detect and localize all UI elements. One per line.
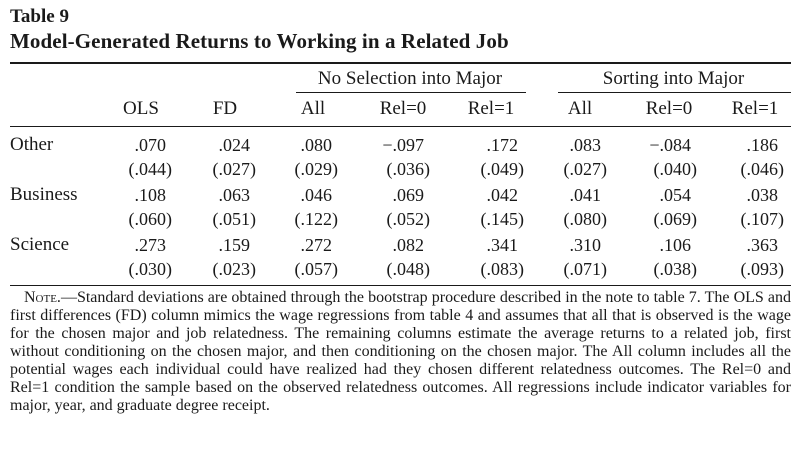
table-cell: .080 — [300, 135, 332, 155]
column-header-rel1-sorting: Rel=1 — [731, 98, 779, 119]
table-cell: (.051) — [212, 209, 256, 229]
table-cell: (.080) — [563, 209, 607, 229]
table-cell: (.030) — [128, 259, 172, 279]
table-cell: −.097 — [382, 135, 424, 155]
table-cell: (.083) — [480, 259, 524, 279]
table-cell: (.071) — [563, 259, 607, 279]
table-cell: (.145) — [480, 209, 524, 229]
table-cell: .024 — [218, 135, 250, 155]
header-rule — [10, 126, 791, 127]
row-label-science: Science — [10, 234, 70, 255]
column-header-ols: OLS — [123, 98, 159, 119]
table-label: Table 9 — [10, 6, 69, 27]
column-header-all-sorting: All — [567, 98, 593, 119]
note-text: —Standard deviations are obtained through the bootstrap procedure described in the note to table 7. The OLS and first differences (FD) column mimics the wage regressions from table 4 and assumes that all that is observed is the wage for the chosen major and job relatedness. The remaining columns estimate the average returns to a related job, first without conditioning on the chosen major, and then conditioning on the chosen major. The All column includes all the potential wages each individual could have realized had they chosen different relatedness outcomes. The Rel=0 and Rel=1 condition the sample based on the observed relatedness outcomes. All regressions include indicator variables for major, year, and graduate degree receipt. — [10, 289, 791, 414]
table-cell: (.038) — [653, 259, 697, 279]
group-underline-no-selection — [296, 92, 526, 93]
column-header-fd: FD — [212, 98, 238, 119]
table-cell: .272 — [300, 235, 332, 255]
table-cell: (.057) — [294, 259, 338, 279]
table-caption — [10, 6, 509, 54]
table-cell: −.084 — [649, 135, 691, 155]
table-note — [10, 289, 791, 415]
group-underline-sorting — [558, 92, 791, 93]
table-cell: (.036) — [386, 159, 430, 179]
table-cell: .108 — [134, 185, 166, 205]
table-title: Model-Generated Returns to Working in a Related Job — [10, 29, 509, 53]
table-cell: (.122) — [294, 209, 338, 229]
table-cell: .041 — [569, 185, 601, 205]
table-cell: (.069) — [653, 209, 697, 229]
column-header-all-noselection: All — [300, 98, 326, 119]
table-cell: (.093) — [740, 259, 784, 279]
table-cell: .063 — [218, 185, 250, 205]
note-lead: Note. — [24, 289, 61, 306]
table-cell: .341 — [486, 235, 518, 255]
top-rule — [10, 62, 791, 64]
table-cell: (.052) — [386, 209, 430, 229]
table-cell: .069 — [392, 185, 424, 205]
row-label-other: Other — [10, 134, 54, 155]
column-header-rel0-sorting: Rel=0 — [645, 98, 693, 119]
table-cell: (.040) — [653, 159, 697, 179]
table-cell: (.049) — [480, 159, 524, 179]
table-cell: .046 — [300, 185, 332, 205]
column-header-rel0-noselection: Rel=0 — [379, 98, 427, 119]
table-cell: (.048) — [386, 259, 430, 279]
table-cell: .273 — [134, 235, 166, 255]
table-cell: (.029) — [294, 159, 338, 179]
table-cell: (.044) — [128, 159, 172, 179]
row-label-business: Business — [10, 184, 78, 205]
table-cell: .106 — [659, 235, 691, 255]
column-header-rel1-noselection: Rel=1 — [467, 98, 515, 119]
table-cell: (.046) — [740, 159, 784, 179]
table-cell: .070 — [134, 135, 166, 155]
table-cell: (.023) — [212, 259, 256, 279]
group-header-sorting: Sorting into Major — [602, 68, 745, 89]
table-cell: (.027) — [212, 159, 256, 179]
bottom-rule — [10, 285, 791, 286]
table-cell: .083 — [569, 135, 601, 155]
table-cell: .054 — [659, 185, 691, 205]
table-cell: .186 — [746, 135, 778, 155]
table-cell: .082 — [392, 235, 424, 255]
table-cell: .172 — [486, 135, 518, 155]
table-cell: .363 — [746, 235, 778, 255]
table-cell: (.060) — [128, 209, 172, 229]
table-cell: (.027) — [563, 159, 607, 179]
table-cell: .042 — [486, 185, 518, 205]
table-cell: .038 — [746, 185, 778, 205]
table-cell: .310 — [569, 235, 601, 255]
table-cell: (.107) — [740, 209, 784, 229]
table-cell: .159 — [218, 235, 250, 255]
group-header-no-selection: No Selection into Major — [317, 68, 503, 89]
